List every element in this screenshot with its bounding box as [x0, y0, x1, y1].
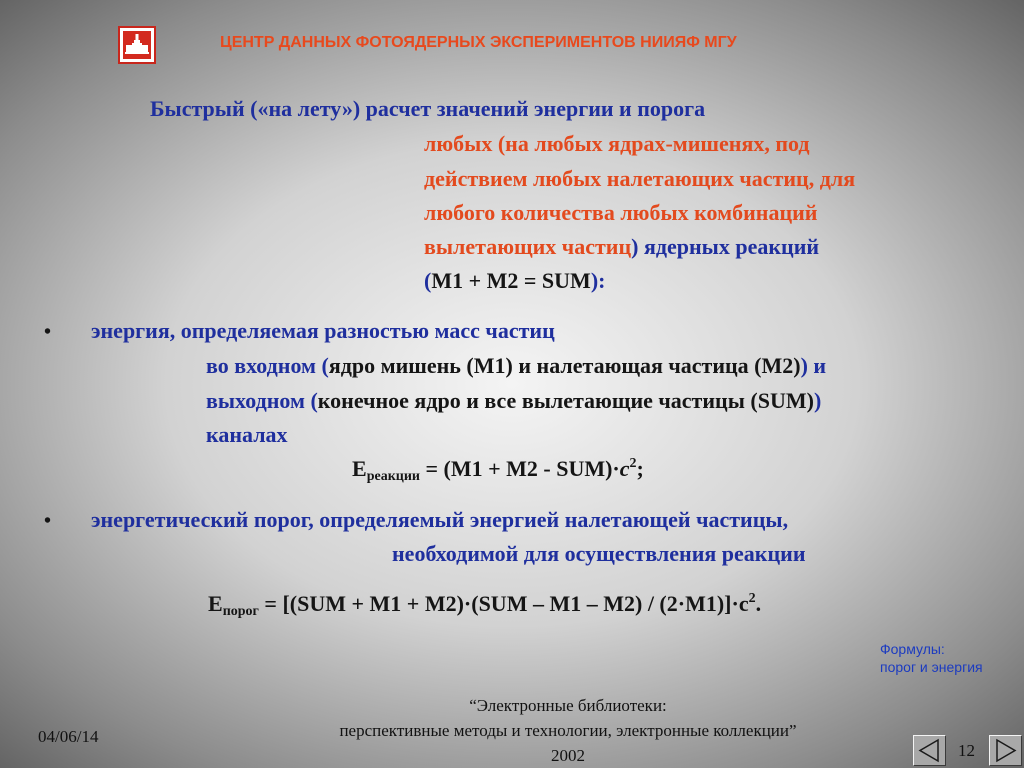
bullet-1-line-2a: во входном ( — [206, 353, 329, 378]
intro-line-1: Быстрый («на лету») расчет значений энергии и порога — [150, 96, 706, 121]
intro-line-5b: ) ядерных реакций — [631, 234, 820, 259]
intro-line-6b: М1 + М2 = SUM — [431, 268, 591, 293]
bullet-2-line-1: энергетический порог, определяемый энергией налетающей частицы, — [91, 507, 789, 532]
threshold-formula-sub: порог — [222, 604, 259, 619]
triangle-left-icon — [914, 736, 945, 765]
bullet-1-line-3a: выходном ( — [206, 388, 318, 413]
footer-line-2: перспективные методы и технологии, электронные коллекции” — [339, 721, 797, 740]
prev-slide-button[interactable] — [913, 735, 946, 766]
intro-line-4: любого количества любых комбинаций — [424, 200, 818, 225]
header-title: ЦЕНТР ДАННЫХ ФОТОЯДЕРНЫХ ЭКСПЕРИМЕНТОВ НИИЯФ МГУ — [220, 34, 737, 51]
bullet-1-symbol: • — [44, 321, 52, 343]
intro-line-2b: на любых ядрах-мишенях, под — [505, 131, 810, 156]
threshold-formula-end: . — [755, 591, 762, 616]
threshold-formula-e: E — [208, 591, 223, 616]
bullet-1-line-4: каналах — [206, 422, 288, 447]
intro-line-3: действием любых налетающих частиц, для — [424, 166, 856, 191]
energy-formula-c: с — [619, 456, 630, 481]
intro-line-6 — [424, 270, 605, 292]
bullet-2-line-2: необходимой для осуществления реакции — [392, 541, 806, 566]
formulas-note-line-2: порог и энергия — [880, 659, 983, 675]
next-slide-button[interactable] — [989, 735, 1022, 766]
footer-line-1: “Электронные библиотеки: — [469, 696, 667, 715]
bullet-2-symbol: • — [44, 510, 52, 532]
energy-formula — [352, 457, 644, 484]
bullet-1-line-3 — [206, 390, 821, 412]
energy-formula-sup: 2 — [629, 456, 637, 471]
intro-line-5a: вылетающих частиц — [424, 234, 632, 259]
intro-line-2 — [424, 133, 810, 155]
msu-building-icon — [123, 31, 151, 59]
intro-line-6a: ( — [424, 268, 432, 293]
energy-formula-end: ; — [636, 456, 644, 481]
threshold-formula — [208, 592, 761, 619]
msu-logo — [118, 26, 156, 64]
triangle-right-icon — [990, 736, 1021, 765]
bullet-1-line-1: энергия, определяемая разностью масс частиц — [91, 318, 555, 343]
energy-formula-body: = (М1 + М2 - SUM)· — [419, 456, 620, 481]
threshold-formula-sup: 2 — [748, 591, 756, 606]
page-number: 12 — [958, 741, 975, 760]
bullet-1-line-3b: конечное ядро и все вылетающие частицы (SUM) — [317, 388, 814, 413]
footer-date: 04/06/14 — [38, 727, 99, 746]
bullet-1-line-2b: ядро мишень (М1) и налетающая частица (М2) — [328, 353, 801, 378]
energy-formula-sub: реакции — [366, 469, 420, 484]
intro-line-6c: ): — [590, 268, 606, 293]
intro-line-5 — [424, 236, 819, 258]
bullet-1-line-2 — [206, 355, 826, 377]
formulas-note-line-1: Формулы: — [880, 641, 945, 657]
threshold-formula-body: = [(SUM + M1 + M2)·(SUM – M1 – M2) / (2·M1)]·c — [258, 591, 749, 616]
footer-line-3: 2002 — [551, 746, 585, 765]
intro-line-2a: любых ( — [424, 131, 506, 156]
formulas-note-link[interactable] — [880, 640, 983, 676]
bullet-1-line-3c: ) — [813, 388, 822, 413]
energy-formula-e: E — [352, 456, 367, 481]
bullet-1-line-2c: ) и — [800, 353, 827, 378]
